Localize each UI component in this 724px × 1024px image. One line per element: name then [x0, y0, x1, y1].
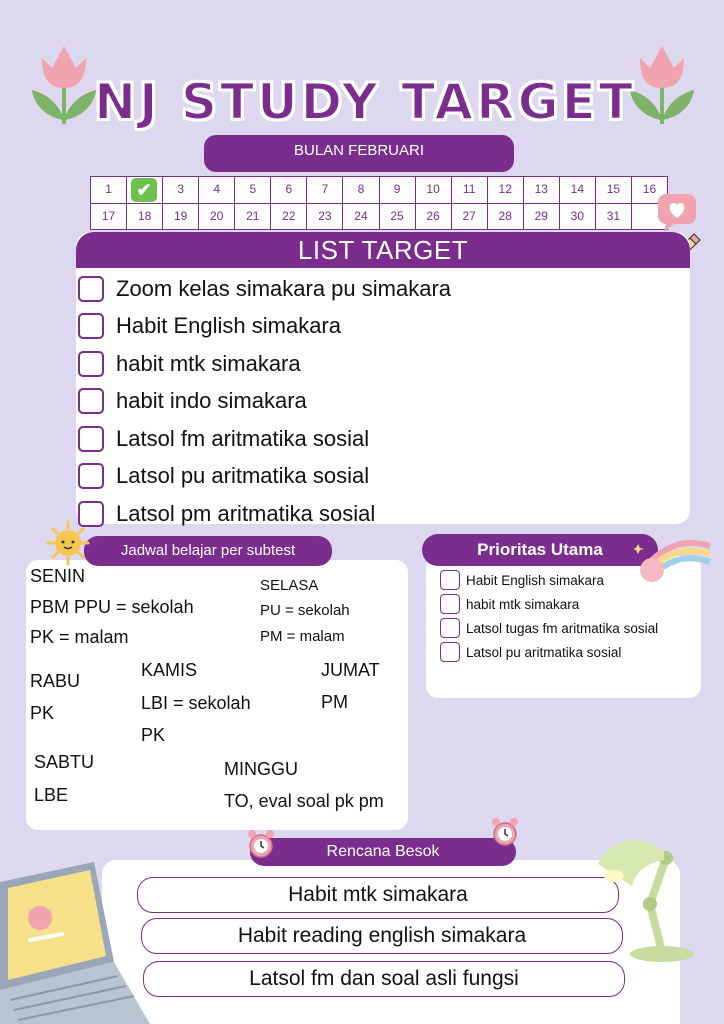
calendar-day[interactable]: 17: [91, 204, 127, 229]
rabu-line-1: PK: [30, 703, 55, 723]
calendar-day[interactable]: 8: [343, 177, 379, 203]
calendar-day[interactable]: 29: [524, 204, 560, 229]
day-sabtu: SABTU: [34, 752, 95, 772]
checkbox[interactable]: [440, 594, 460, 614]
calendar-day[interactable]: 1: [91, 177, 127, 203]
day-kamis: KAMIS: [141, 660, 198, 680]
calendar-day[interactable]: 18: [127, 204, 163, 229]
calendar-day[interactable]: 25: [380, 204, 416, 229]
calendar-day[interactable]: 21: [235, 204, 271, 229]
list-item[interactable]: [78, 458, 678, 496]
checkbox[interactable]: [78, 463, 104, 489]
priority-item[interactable]: [440, 592, 700, 616]
priority-item[interactable]: [440, 616, 700, 640]
calendar-day[interactable]: 27: [452, 204, 488, 229]
checkbox[interactable]: [440, 570, 460, 590]
calendar-day[interactable]: 13: [524, 177, 560, 203]
list-item[interactable]: [78, 420, 678, 458]
jumat-line-1: PM: [321, 692, 348, 712]
month-label: BULAN FEBRUARI: [204, 135, 514, 172]
priority-item-label: Latsol pu aritmatika sosial: [466, 644, 622, 660]
day-senin: SENIN: [30, 566, 86, 586]
list-item[interactable]: [78, 270, 678, 308]
plan-item[interactable]: Habit mtk simakara: [137, 877, 619, 913]
list-item-label: Latsol fm aritmatika sosial: [116, 425, 370, 451]
list-item-label: Latsol pm aritmatika sosial: [116, 500, 376, 526]
selasa-line-1: PU = sekolah: [260, 602, 350, 619]
calendar-day[interactable]: 7: [307, 177, 343, 203]
calendar-day[interactable]: 31: [596, 204, 632, 229]
selasa-line-2: PM = malam: [260, 628, 345, 645]
check-icon: ✔: [131, 178, 157, 202]
calendar-day[interactable]: 26: [416, 204, 452, 229]
senin-line-1: PBM PPU = sekolah: [30, 597, 194, 617]
calendar-day[interactable]: 15: [596, 177, 632, 203]
calendar-day[interactable]: 16: [642, 182, 657, 196]
list-item-label: Latsol pu aritmatika sosial: [116, 463, 370, 489]
priority-item[interactable]: [440, 568, 700, 592]
calendar-day[interactable]: 5: [235, 177, 271, 203]
day-selasa: SELASA: [260, 577, 319, 594]
day-minggu: MINGGU: [224, 759, 298, 779]
priority-item-label: Latsol tugas fm aritmatika sosial: [466, 620, 659, 636]
plan-heading: Rencana Besok: [250, 838, 516, 866]
sabtu-line-1: LBE: [34, 785, 69, 805]
alarm-clock-icon-right: [490, 816, 520, 848]
heart-chat-icon: [656, 192, 698, 232]
sun-icon: [44, 520, 92, 566]
calendar-day[interactable]: 28: [488, 204, 524, 229]
list-item-label: habit mtk simakara: [116, 350, 301, 376]
minggu-line-1: TO, eval soal pk pm: [224, 791, 384, 811]
page-title: NJ STUDY TARGET: [94, 73, 636, 131]
kamis-line-1: LBI = sekolah: [141, 693, 251, 713]
desk-lamp-icon: [592, 824, 704, 964]
laptop-icon: [0, 858, 150, 1024]
checkbox[interactable]: [78, 388, 104, 414]
checkbox[interactable]: [78, 351, 104, 377]
list-target-items: [78, 270, 678, 533]
calendar-day[interactable]: 10: [416, 177, 452, 203]
list-item-label: habit indo simakara: [116, 388, 307, 414]
calendar-day[interactable]: 30: [560, 204, 596, 229]
calendar-day[interactable]: 11: [452, 177, 488, 203]
calendar-day[interactable]: 6: [271, 177, 307, 203]
checkbox[interactable]: [78, 276, 104, 302]
priority-item-label: Habit English simakara: [466, 572, 605, 588]
calendar-day[interactable]: 3: [163, 177, 199, 203]
calendar-row-2: [91, 203, 667, 229]
checkbox[interactable]: [440, 618, 460, 638]
calendar-day[interactable]: 20: [199, 204, 235, 229]
day-rabu: RABU: [30, 671, 81, 691]
priority-item-label: habit mtk simakara: [466, 596, 580, 612]
list-item-label: Habit English simakara: [116, 313, 341, 339]
list-item[interactable]: [78, 383, 678, 421]
day-jumat: JUMAT: [321, 660, 380, 680]
priority-items: [440, 568, 700, 664]
calendar-day[interactable]: 19: [163, 204, 199, 229]
calendar-grid: [90, 176, 668, 230]
calendar-day[interactable]: 14: [560, 177, 596, 203]
schedule-heading: Jadwal belajar per subtest: [84, 536, 332, 566]
kamis-line-2: PK: [141, 725, 166, 745]
calendar-day[interactable]: 24: [343, 204, 379, 229]
priority-item[interactable]: [440, 640, 700, 664]
priority-heading: Prioritas Utama: [422, 534, 658, 566]
list-item[interactable]: [78, 495, 678, 533]
senin-line-2: PK = malam: [30, 627, 129, 647]
calendar-day-checked[interactable]: [127, 177, 163, 203]
calendar-day[interactable]: 12: [488, 177, 524, 203]
plan-item[interactable]: Latsol fm dan soal asli fungsi: [143, 961, 625, 997]
calendar-day[interactable]: 4: [199, 177, 235, 203]
alarm-clock-icon-left: [246, 828, 276, 860]
calendar-day[interactable]: 22: [271, 204, 307, 229]
list-item[interactable]: [78, 345, 678, 383]
checkbox[interactable]: [440, 642, 460, 662]
checkbox[interactable]: [78, 313, 104, 339]
list-item[interactable]: [78, 308, 678, 346]
checkbox[interactable]: [78, 426, 104, 452]
calendar-day[interactable]: 23: [307, 204, 343, 229]
list-item-label: Zoom kelas simakara pu simakara: [116, 275, 452, 301]
calendar-row-1: [91, 177, 667, 203]
plan-item[interactable]: Habit reading english simakara: [141, 918, 623, 954]
calendar-day[interactable]: 9: [380, 177, 416, 203]
list-target-heading: LIST TARGET: [76, 232, 690, 268]
